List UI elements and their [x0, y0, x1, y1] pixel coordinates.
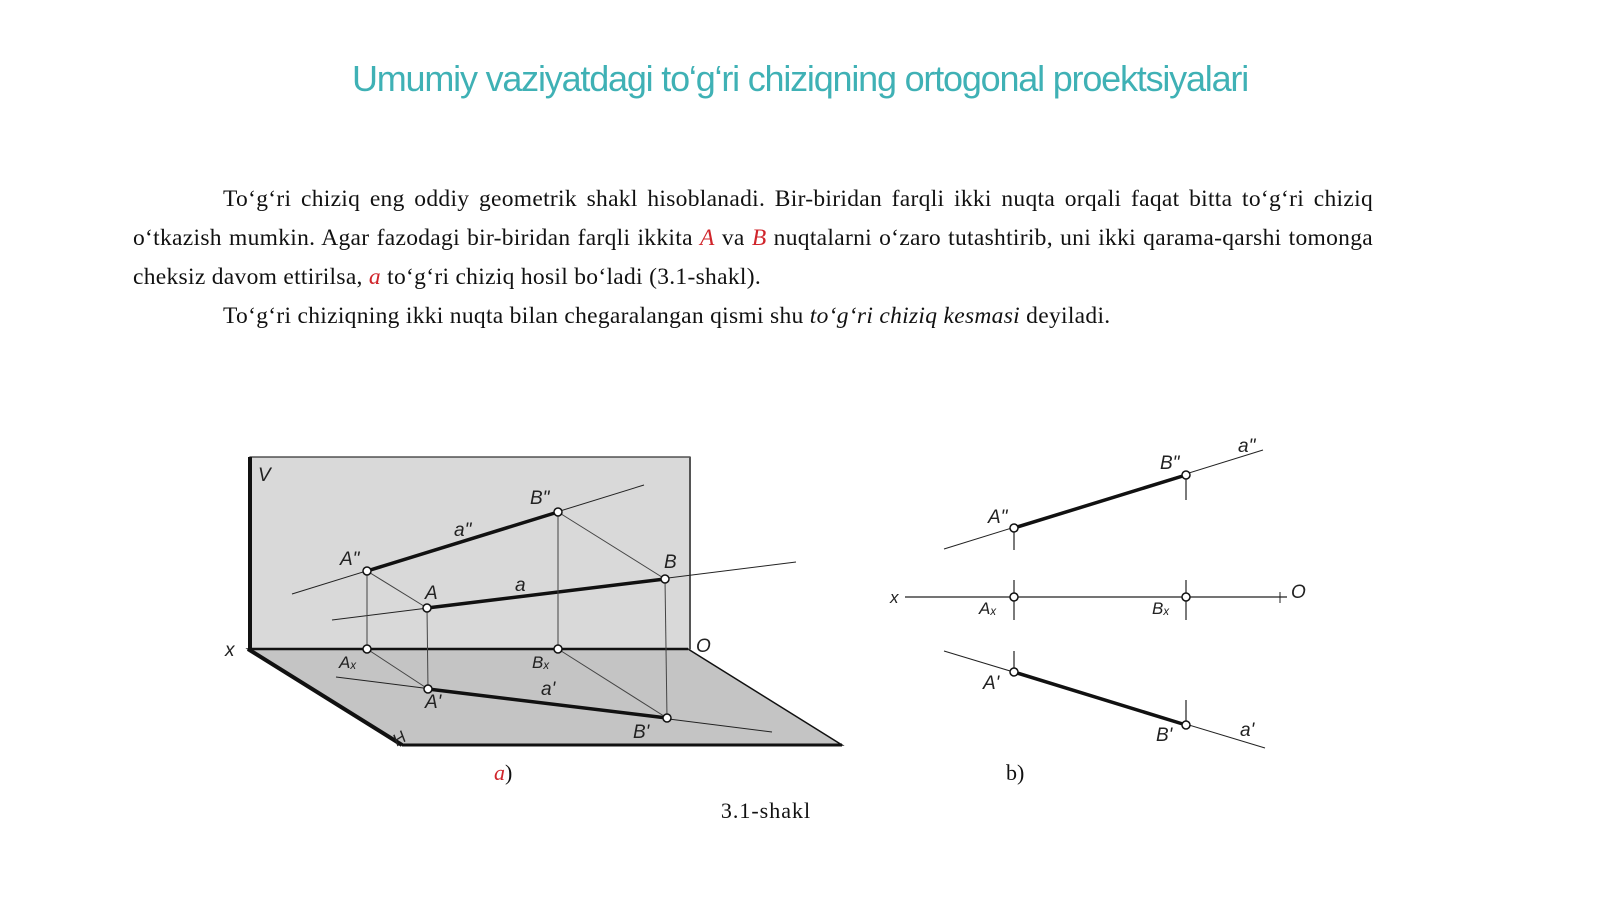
p1-text-2: nuqtalarni o‘zaro tutashtirib, uni ikki qarama-qarshi tomonga cheksiz davom ettirilsa, — [133, 225, 1373, 290]
line-a-label: a — [368, 264, 381, 290]
caption-b: b) — [1006, 760, 1025, 785]
label-b1-point-b: B' — [1156, 725, 1173, 746]
label-b1-point: B' — [633, 722, 650, 743]
label-a1-line: a' — [541, 679, 556, 700]
p1-va: va — [714, 225, 752, 251]
label-a-point: A — [425, 583, 438, 604]
label-a1-point-b: A' — [983, 673, 1000, 694]
p1-text-1: To‘g‘ri chiziq eng oddiy geometrik shakl hisoblanadi. Bir-biridan farqli ikki nuqta orqali faqat bitta to‘g‘ri chiziq o‘tkazish mumkin. Agar fazodagi bir-biridan farqli ikkita — [133, 186, 1373, 251]
label-b2-point: B" — [530, 488, 550, 509]
caption-a-letter: a — [494, 760, 505, 785]
label-a2-line: a" — [454, 520, 472, 541]
label-a1-line-b: a' — [1240, 720, 1255, 741]
label-b-point: B — [664, 552, 677, 573]
label-a1-point: A' — [425, 692, 442, 713]
label-ax-a: Aₓ — [339, 653, 357, 672]
label-a2-line-b: a" — [1238, 436, 1256, 457]
caption-a-paren: ) — [505, 760, 513, 785]
label-bx-a: Bₓ — [532, 653, 550, 672]
label-bx-b: Bₓ — [1152, 599, 1170, 618]
figure-b — [889, 436, 1306, 785]
p1-text-3: to‘g‘ri chiziq hosil bo‘ladi (3.1-shakl). — [380, 264, 761, 290]
label-ax-b: Aₓ — [979, 599, 997, 618]
label-origin-b: O — [1291, 582, 1306, 603]
label-plane-h: H — [389, 727, 410, 750]
figure-a — [224, 457, 842, 785]
caption-a — [494, 760, 512, 785]
slide-title: Umumiy vaziyatdagi to‘g‘ri chiziqning ortogonal proektsiyalari — [351, 58, 1249, 99]
point-b-label: B — [751, 225, 767, 251]
point-a-label: A — [700, 225, 715, 251]
label-a-line: a — [515, 575, 526, 596]
label-b2-point-b: B" — [1160, 453, 1180, 474]
label-a2-point: A" — [340, 549, 360, 570]
p2-text-1: To‘g‘ri chiziqning ikki nuqta bilan chegaralangan qismi shu — [223, 303, 810, 329]
segment-a1-b1-b — [1014, 672, 1186, 725]
label-axis-x-a: x — [225, 640, 235, 661]
label-plane-v: V — [258, 465, 271, 486]
figure-caption: 3.1-shakl — [720, 798, 812, 823]
p2-text-2: deyiladi. — [1020, 303, 1111, 329]
segment-term: to‘g‘ri chiziq kesmasi — [809, 303, 1020, 329]
segment-a2-b2-b — [1014, 475, 1186, 528]
label-axis-x-b: x — [890, 588, 899, 607]
label-origin-a: O — [696, 636, 711, 657]
label-a2-point-b: A" — [988, 507, 1008, 528]
